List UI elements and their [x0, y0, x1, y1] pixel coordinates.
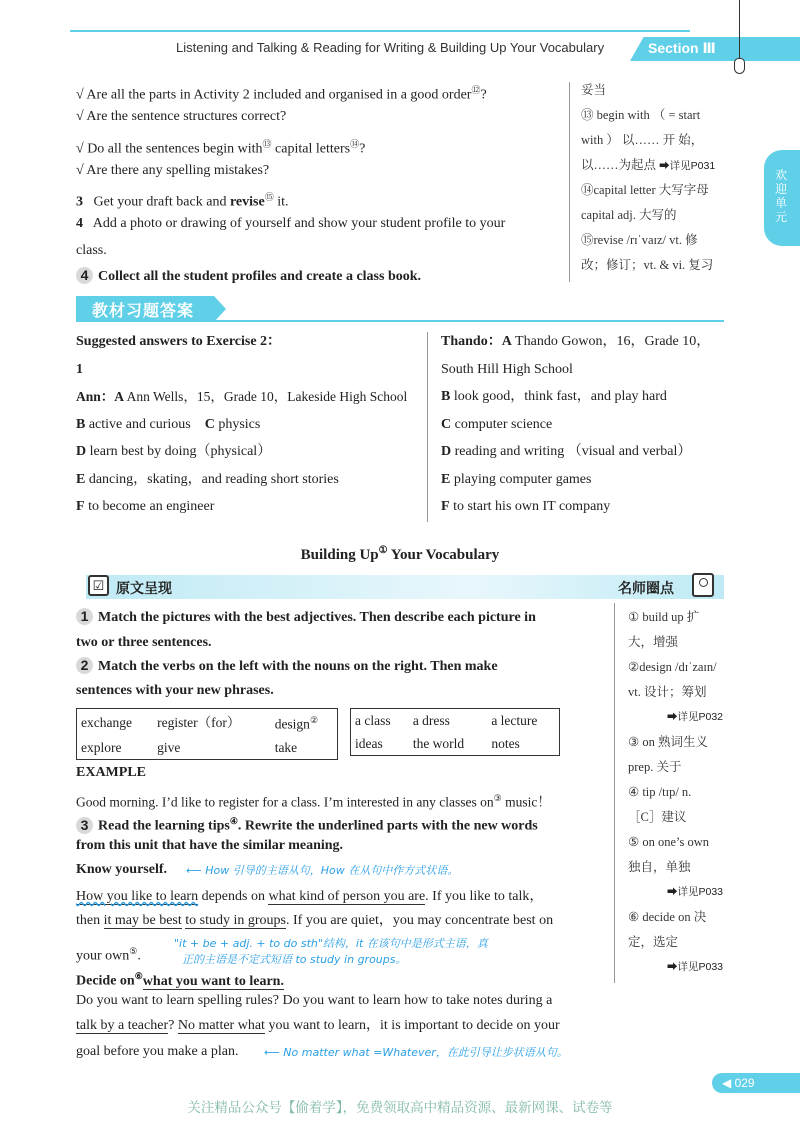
noun-cell: a lecture [491, 713, 538, 728]
thando-b: B look good，think fast，and play hard [441, 389, 667, 404]
noun-cell: notes [491, 736, 520, 751]
tip-line-3: your own⑤. [76, 946, 141, 964]
note-line: ［C］建议 [628, 810, 687, 824]
noun-cell: the world [412, 736, 465, 751]
example-label: EXAMPLE [76, 765, 146, 780]
footer-watermark: 关注精品公众号【偷着学】，免费领取高中精品资源、最新网课、试卷等 [187, 1100, 613, 1115]
notes-divider [569, 82, 570, 282]
checklist-item: √ Are all the parts in Activity 2 included and organised in a good order⑫? [76, 85, 487, 103]
task-3-cont: from this unit that have the similar meaning. [76, 838, 344, 853]
checklist-item: √ Do all the sentences begin with⑬ capital letters⑭? [76, 139, 366, 157]
note-line: prep. 关于 [628, 760, 682, 774]
note-line: ⑥ decide on 决 [628, 910, 707, 924]
noun-cell: a dress [412, 713, 450, 728]
step-4: 4 Add a photo or drawing of yourself and show your student profile to your [76, 216, 506, 231]
ann-f: F to become an engineer [76, 499, 215, 514]
example-text: Good morning. I’d like to register for a class. I’m interested in any classes on③ music！ [76, 793, 551, 810]
verb-cell: take [274, 739, 298, 755]
note-line: 独自，单独 [628, 860, 691, 874]
thando-e: E playing computer games [441, 472, 592, 487]
know-yourself-heading: Know yourself. [76, 862, 167, 877]
underlined-phrase: what kind of person you are [268, 889, 426, 904]
note-line: 定，选定 [628, 935, 679, 949]
handwritten-note: "it + be + adj. + to do sth"结构，it 在该句中是形式主语，真 [174, 937, 488, 950]
hanger-bulb-icon [734, 58, 745, 74]
header-title: Listening and Talking & Reading for Writing & Building Up Your Vocabulary [176, 40, 605, 55]
verbs-table [76, 708, 338, 760]
ann-a: Ann：A Ann Wells，15，Grade 10，Lakeside High School [76, 389, 408, 404]
verb-cell: exchange [81, 714, 132, 730]
note-line: ⑬ begin with （ = start [581, 108, 701, 122]
checklist-item: √ Are there any spelling mistakes? [76, 163, 270, 178]
underlined-phrase: to study in groups [185, 913, 286, 928]
noun-cell: ideas [355, 736, 383, 751]
original-bar-label: 原文呈现 [116, 580, 172, 596]
see-page-ref: ➡详见P032 [667, 711, 724, 723]
tip-line-5: talk by a teacher? No matter what you want to learn，it is important to decide on your [76, 1018, 560, 1033]
verb-cell: explore [81, 739, 122, 755]
note-line: ⑤ on one’s own [628, 835, 709, 849]
note-line: ②design /dɪˈzaɪn/ [628, 660, 717, 674]
thando-d: D reading and writing （visual and verbal） [441, 444, 692, 459]
task-2: 2 Match the verbs on the left with the nouns on the right. Then make [76, 657, 498, 677]
answers-number: 1 [76, 362, 83, 377]
handwritten-note: ⟵ How 引导的主语从句，How 在从句中作方式状语。 [186, 864, 459, 877]
verb-cell: design② [274, 715, 319, 732]
page-number-tab: ◀ 029 [712, 1073, 800, 1093]
step-4-cont: class. [76, 243, 107, 258]
page-number: 029 [734, 1076, 755, 1090]
underlined-phrase: How you like to learn [76, 889, 199, 904]
answers-banner-label: 教材习题答案 [92, 303, 195, 320]
note-line: vt. 设计；筹划 [628, 685, 707, 699]
ann-bc: B active and curious C physics [76, 417, 261, 432]
step-3: 3 Get your draft back and revise⑮ it. [76, 192, 289, 210]
see-page-ref: ➡详见P033 [667, 961, 724, 973]
checklist-item: √ Are the sentence structures correct? [76, 109, 287, 124]
note-line: ④ tip /tɪp/ n. [628, 785, 692, 799]
note-line: 妥当 [581, 83, 607, 97]
underlined-phrase: No matter what [177, 1018, 265, 1033]
thando-a-cont: South Hill High School [441, 362, 573, 377]
task-1: 1 Match the pictures with the best adjectives. Then describe each picture in [76, 608, 536, 628]
note-line: with ） 以…… 开 始， [581, 133, 704, 147]
verb-cell: register（for） [157, 714, 241, 730]
teacher-notes-label: 名师圈点 [618, 580, 674, 596]
unit-side-tab-label: 欢迎单元 [775, 168, 788, 224]
answers-heading: Suggested answers to Exercise 2： [76, 334, 282, 349]
handwritten-note: ⟵ No matter what =Whatever，在此引导让步状语从句。 [264, 1046, 568, 1059]
handwritten-note: 正的主语是不定式短语 to study in groups。 [182, 953, 407, 966]
teacher-icon [692, 573, 714, 597]
tip-line-6: goal before you make a plan. [76, 1044, 239, 1059]
note-line: 大，增强 [628, 635, 679, 649]
note-line: ③ on 熟词生义 [628, 735, 708, 749]
underlined-phrase: talk by a teacher [76, 1018, 169, 1033]
task-3: 3 Read the learning tips④. Rewrite the underlined parts with the new words [76, 811, 538, 837]
checkbox-icon: ☑ [88, 575, 109, 596]
thando-a: Thando：A Thando Gowon，16，Grade 10， [441, 334, 711, 349]
thando-f: F to start his own IT company [441, 499, 611, 514]
see-page-ref: ➡详见P033 [667, 886, 724, 898]
page-header [0, 0, 800, 70]
see-page-ref: ➡详见P031 [659, 160, 716, 172]
noun-cell: a class [355, 713, 391, 728]
decide-heading: Decide on⑥what you want to learn. [76, 971, 284, 989]
ann-d: D learn best by doing（physical） [76, 444, 272, 459]
thando-c: C computer science [441, 417, 553, 432]
tip-line-2: then it may be best to study in groups. If you are quiet，you may concentrate best on [76, 913, 554, 928]
note-line: ⑮revise /rɪˈvaɪz/ vt. 修 [581, 233, 698, 247]
note-line: ① build up 扩 [628, 610, 700, 624]
hanger-string [739, 0, 740, 58]
note-line: 以……为起点 ➡详见P031 [581, 158, 716, 172]
ann-e: E dancing，skating，and reading short stories [76, 472, 339, 487]
vocab-title: Building Up① Your Vocabulary [300, 545, 500, 563]
nouns-table [350, 708, 560, 756]
answers-divider [427, 332, 428, 522]
activity-4: 4 Collect all the student profiles and create a class book. [76, 267, 421, 287]
notes2-divider [614, 603, 615, 983]
underlined-phrase: what you want to learn. [142, 973, 284, 989]
tip-line-4: Do you want to learn spelling rules? Do you want to learn how to take notes during a [76, 993, 553, 1008]
verb-cell: give [157, 739, 181, 755]
note-line: capital adj. 大写的 [581, 208, 677, 222]
tip-line-1: How you like to learn depends on what kind of person you are. If you like to talk， [76, 889, 544, 904]
header-rule [70, 30, 690, 32]
note-line: 改；修订；vt. & vi. 复习 [581, 258, 714, 272]
note-line: ⑭capital letter 大写字母 [581, 183, 709, 197]
task-2-cont: sentences with your new phrases. [76, 683, 274, 698]
section-label: Section Ⅲ [648, 40, 716, 56]
task-1-cont: two or three sentences. [76, 635, 212, 650]
unit-side-tab [764, 150, 800, 246]
underlined-phrase: it may be best [103, 913, 182, 928]
